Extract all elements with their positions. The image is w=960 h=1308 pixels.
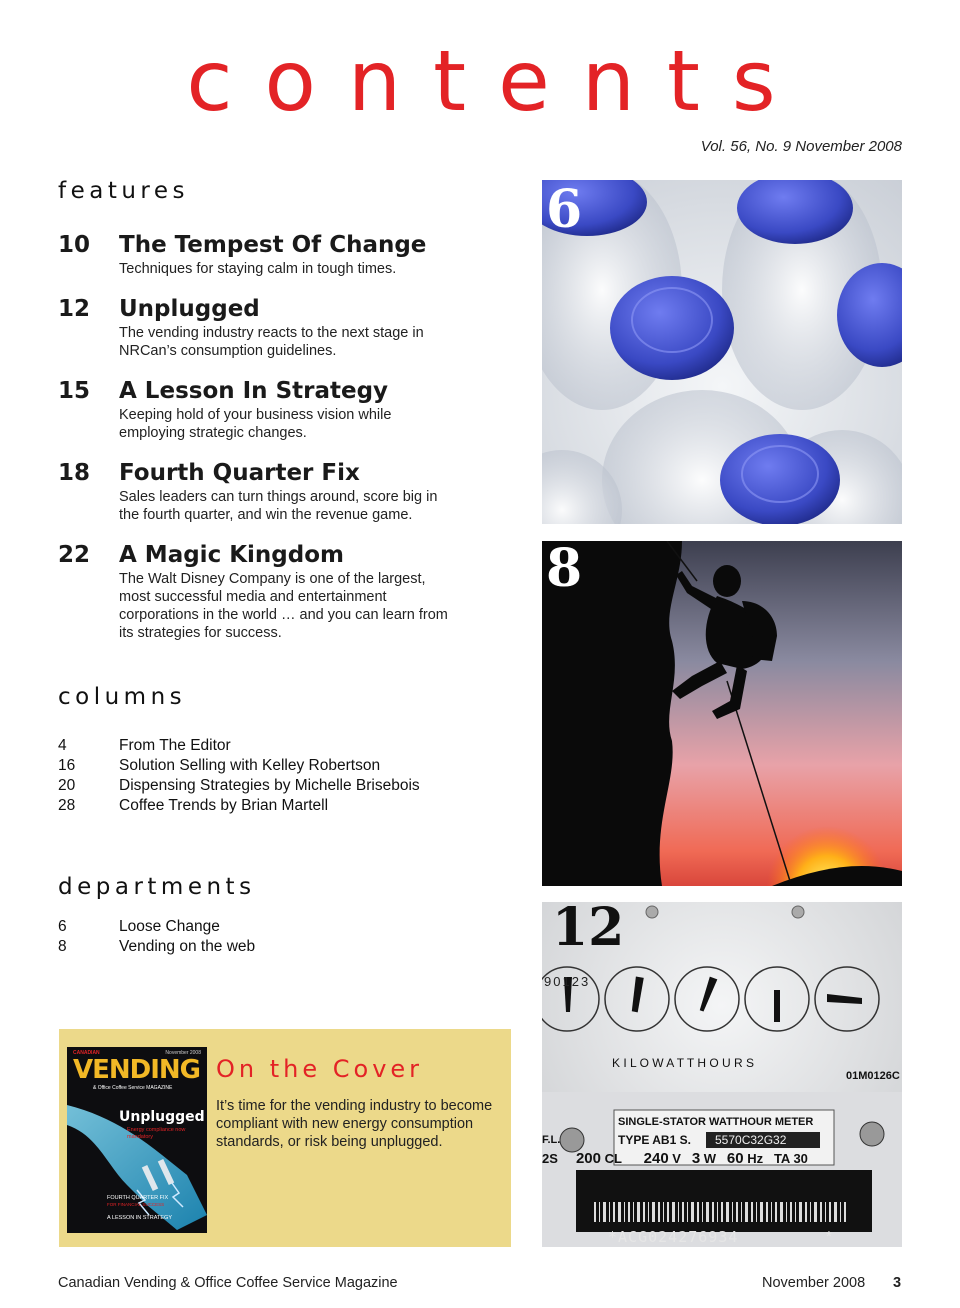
feature-description: The Walt Disney Company is one of the largest, most successful media and entertainment corporations in the world … and you can learn from its strategies for success.: [119, 571, 448, 641]
feature-page-number: 15: [58, 378, 91, 404]
feature-description: Techniques for staying calm in tough times.: [119, 261, 397, 277]
department-label[interactable]: Loose Change: [119, 918, 220, 935]
column-page-number: 16: [58, 757, 76, 774]
footer-magazine-name: Canadian Vending & Office Coffee Service Magazine: [58, 1275, 398, 1291]
photo-electric-meter[interactable]: [542, 902, 902, 1247]
footer-date: November 2008: [762, 1275, 866, 1291]
on-the-cover-box: [59, 1029, 511, 1247]
feature-page-number: 18: [58, 460, 91, 486]
meter-fl: F.L.: [542, 1134, 561, 1146]
meter-plate-title: SINGLE-STATOR WATTHOUR METER: [618, 1116, 814, 1128]
feature-title[interactable]: The Tempest Of Change: [119, 232, 427, 258]
meter-serial: 01M0126C: [846, 1070, 900, 1082]
feature-description: Sales leaders can turn things around, score big in the fourth quarter, and win the revenue game.: [119, 489, 438, 523]
features-heading: features: [58, 178, 190, 204]
photo-water-bottles[interactable]: [542, 180, 902, 524]
footer-page-number: 3: [893, 1275, 902, 1291]
cover-thumb-sub: & Office Coffee Service MAGAZINE: [93, 1085, 173, 1091]
department-page-number: 6: [58, 918, 67, 935]
column-label[interactable]: From The Editor: [119, 737, 231, 754]
meter-kwh-label: K I L O W A T T H O U R S: [612, 1056, 755, 1070]
meter-ratings-row: 2S 200 CL 240 V 3 W 60 Hz TA 30: [542, 1150, 808, 1167]
column-item[interactable]: [58, 756, 380, 776]
column-item[interactable]: [58, 796, 328, 816]
feature-title[interactable]: Fourth Quarter Fix: [119, 460, 360, 486]
column-label[interactable]: Coffee Trends by Brian Martell: [119, 797, 329, 814]
cover-thumb-masthead: VENDING: [73, 1055, 200, 1085]
photo-page-number: 6: [546, 180, 583, 240]
feature-title[interactable]: A Magic Kingdom: [119, 542, 344, 568]
rock-climber-illustration: [542, 541, 902, 886]
issue-info: Vol. 56, No. 9 November 2008: [700, 138, 902, 155]
photo-page-number: 12: [552, 902, 625, 958]
column-page-number: 20: [58, 777, 76, 794]
department-item[interactable]: [58, 917, 220, 937]
on-the-cover-text: It’s time for the vending industry to become compliant with new energy consumption standards, or risk being unplugged.: [216, 1098, 493, 1150]
feature-description: Keeping hold of your business vision while employing strategic changes.: [119, 407, 392, 441]
column-item[interactable]: [58, 736, 231, 756]
feature-title[interactable]: A Lesson In Strategy: [119, 378, 389, 404]
cover-thumb-headline: Unplugged: [119, 1109, 205, 1125]
column-page-number: 28: [58, 797, 76, 814]
meter-type-label: TYPE AB1 S.: [618, 1133, 691, 1147]
cover-thumb-line1-sub: FOR FINANCIAL SUCCESS: [107, 1202, 165, 1207]
cover-thumbnail[interactable]: [67, 1047, 207, 1233]
feature-page-number: 12: [58, 296, 91, 322]
column-page-number: 4: [58, 737, 67, 754]
department-item[interactable]: [58, 937, 255, 957]
feature-title[interactable]: Unplugged: [119, 296, 260, 322]
photo-page-number: 8: [546, 541, 583, 599]
column-label[interactable]: Dispensing Strategies by Michelle Brisebois: [119, 777, 420, 794]
meter-barcode-star: *: [826, 1228, 832, 1245]
cover-thumb-headline-sub: Energy compliance now mandatory: [127, 1127, 186, 1140]
cover-thumb-line2: A LESSON IN STRATEGY: [107, 1215, 172, 1221]
page-title: contents: [186, 32, 808, 130]
cover-thumb-small-top: CANADIAN: [73, 1050, 100, 1056]
department-label[interactable]: Vending on the web: [119, 938, 256, 955]
column-label[interactable]: Solution Selling with Kelley Robertson: [119, 757, 381, 774]
department-page-number: 8: [58, 938, 67, 955]
on-the-cover-heading: On the Cover: [216, 1055, 424, 1083]
cover-thumb-line1: FOURTH QUARTER FIX: [107, 1195, 169, 1201]
feature-page-number: 10: [58, 232, 91, 258]
meter-dial-digits: 90123: [544, 974, 591, 989]
column-item[interactable]: [58, 776, 420, 796]
water-bottles-illustration: [542, 180, 902, 524]
meter-type-code: 5570C32G32: [715, 1133, 787, 1147]
feature-description: The vending industry reacts to the next stage in NRCan’s consumption guidelines.: [119, 325, 424, 359]
photo-rock-climber[interactable]: [542, 541, 902, 886]
cover-thumb-issue: November 2008: [165, 1050, 201, 1056]
meter-barcode-text: *ACG024276934: [608, 1228, 739, 1246]
feature-page-number: 22: [58, 542, 91, 568]
departments-heading: departments: [58, 874, 256, 900]
columns-heading: columns: [58, 684, 187, 710]
